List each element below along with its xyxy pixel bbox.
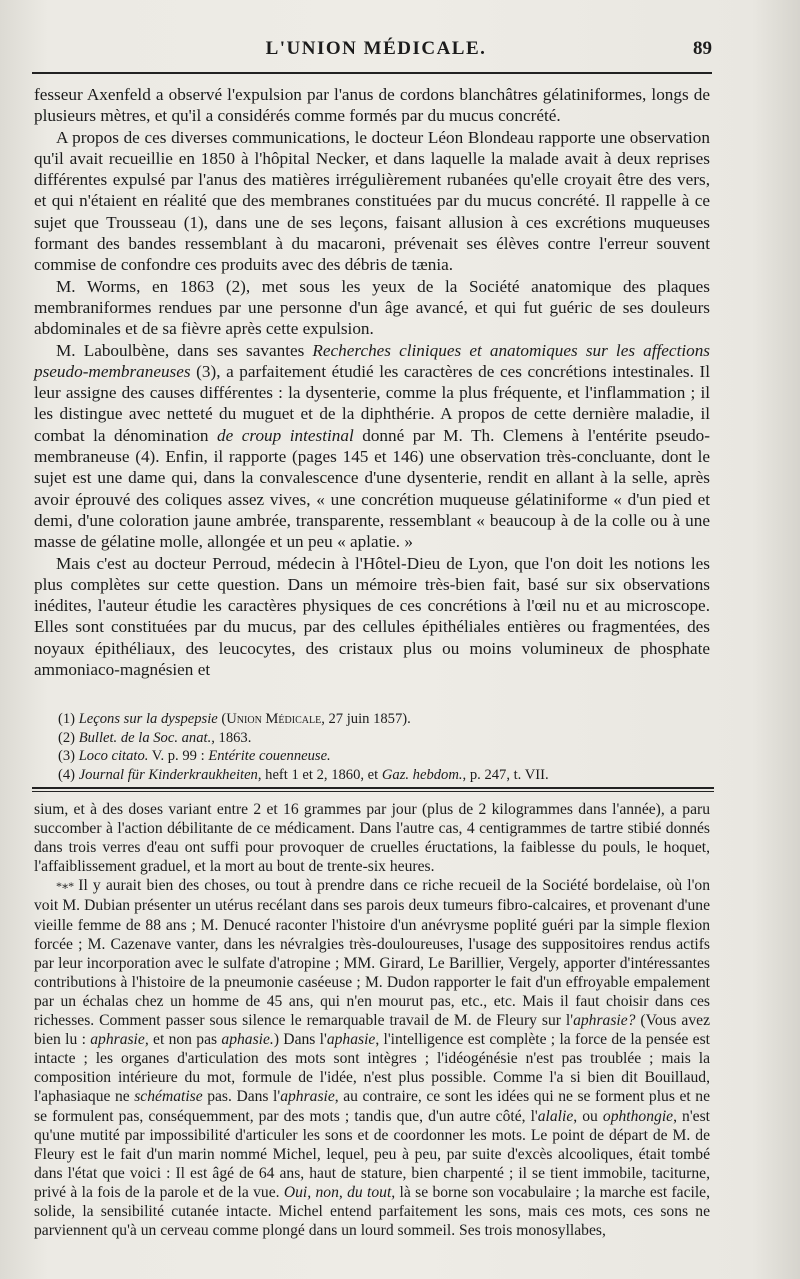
footnote-title: Journal für Kinderkraukheiten <box>78 766 258 783</box>
asterism: *∗* <box>56 879 74 894</box>
paragraph: M. Worms, en 1863 (2), met sous les yeux de la Société anatomique des plaques membraniformes rendues par une personne d'un âge avancé, et qui fut guéric de ses douleurs abdominales et de sa fièvre après cette expulsion. <box>34 276 710 339</box>
header-rule <box>32 72 712 74</box>
text-run: , ou <box>573 1107 603 1125</box>
footnote-text: , 1863. <box>211 729 252 746</box>
footnote-text: ( <box>217 711 227 727</box>
paragraph: A propos de ces diverses communications, le docteur Léon Blondeau rapporte une observation qu'il avait recueillie en 1850 à l'hôpital Necker, et dans laquelle la malade avait à deux reprises différentes expulsé par l'anus des matières irrégulièrement rubanées qu'elle croyait être des vers, et qui n'étaient en réalité que des membranes constituées par du mucus concrété. Il rappelle à ce sujet que Trousseau (1), dans une de ses leçons, faisant allusion à ces excrétions muqueuses formant des bandes ressemblant à du macaroni, prévenait ses élèves contre l'erreur souvent commise de confondre ces produits avec des débris de tænia. <box>34 127 710 275</box>
footnotes <box>58 710 718 784</box>
footnote-title: Gaz. hebdom. <box>381 766 463 783</box>
text-run: M. Laboulbène, dans ses savantes <box>56 340 313 360</box>
lower-text-block <box>34 800 710 1240</box>
text-run: , n'est qu'une mutité par impossibilité d'articuler les sons et de coordonner les mots. Le point de départ de M. de Fleury est le fait d'un marin nommé Michel, lequel, peu à peu, par suite d'excès alcooliques, était tombé dans l'état que voici : Il est âgé de 64 ans, haut de stature, bien charpenté ; il se tient immobile, taciturne, privé à la fois de la parole et de la vue. <box>34 1107 710 1201</box>
text-run: ) Dans l' <box>273 1031 327 1049</box>
footnote-number: (2) <box>58 729 76 746</box>
section-divider <box>32 787 714 789</box>
text-run: donné par M. Th. Clemens à l'entérite pseudo-membraneuse (4). Enfin, il rapporte (pages 145 et 146) une observation très-concluante, dont le sujet est une dame qui, dans la convalescence d'une dysenterie, rendit en allant à la selle, après avoir éprouvé des coliques assez vives, « une concrétion muqueuse gélatiniforme « d'un pied et demi, d'une coloration jaune ambrée, transparente, ressemblant « beaucoup à de la colle ou à une masse de gélatine molle, allongée et un peu « aplatie. » <box>34 425 711 552</box>
upper-text-block <box>34 84 710 680</box>
section-divider <box>32 791 714 792</box>
footnote-4 <box>58 766 718 785</box>
italic-term: aphasie. <box>221 1031 274 1049</box>
italic-term: Oui, non, du tout, <box>283 1183 396 1201</box>
paragraph <box>34 340 710 553</box>
paragraph <box>34 876 710 1240</box>
footnote-title: Loco citato. <box>78 748 149 765</box>
footnote-2 <box>58 729 718 748</box>
text-run: (Vous avez bien lu : <box>34 1012 710 1049</box>
footnote-journal: Union Médicale <box>226 711 322 727</box>
footnote-number: (1) <box>58 711 76 727</box>
text-run: , au contraire, ce sont les idées qui ne se forment plus et ne se formulent pas, conséquemment, par des mots ; tandis que, d'un autre côté, l' <box>34 1088 710 1125</box>
paragraph: fesseur Axenfeld a observé l'expulsion par l'anus de cordons blanchâtres gélatiniformes, longs de plusieurs mètres, et qu'il a considérés comme formés par du mucus concrété. <box>34 85 710 126</box>
footnote-title: Leçons sur la dyspepsie <box>78 711 218 727</box>
italic-term: schématise <box>134 1088 203 1106</box>
text-run: et non pas <box>148 1031 222 1049</box>
italic-term: aphrasie <box>280 1088 335 1106</box>
italic-term: alalie <box>537 1107 574 1125</box>
italic-term: aphrasie, <box>90 1031 149 1049</box>
italic-term: aphrasie? <box>573 1012 636 1030</box>
footnote-number: (3) <box>58 748 76 765</box>
footnote-3 <box>58 747 718 766</box>
text-run: (3), a parfaitement étudié les caractères de ces concrétions intestinales. Il leur assigne des causes différentes : la dysenterie, comme la plus fréquente, et l'inflammation ; il les distingue avec netteté du muguet et de la diphthérie. A propos de cette dernière maladie, il combat la dénomination <box>34 361 710 445</box>
text-run: pas. Dans l' <box>202 1088 281 1106</box>
italic-term: de croup intestinal <box>217 425 354 445</box>
footnote-text: , heft 1 et 2, 1860, et <box>257 766 382 783</box>
page-number: 89 <box>693 38 712 59</box>
footnote-title: Bullet. de la Soc. anat. <box>78 729 212 746</box>
footnote-text: , p. 247, t. VII. <box>462 766 549 783</box>
text-run: Il y aurait bien des choses, ou tout à prendre dans ce riche recueil de la Société bordelaise, où l'on voit M. Dubian présenter un utérus recélant dans ses parois deux tumeurs fibro-calcaires, et provenant d'une vieille femme de 88 ans ; M. Denucé raconter l'histoire d'un anévrysme poplité guéri par la simple flexion forcée ; M. Cazenave vanter, dans les névralgies très-douloureuses, l'usage des suppositoires rendus actifs par leur incorporation avec le sulfate d'atropine ; MM. Girard, Le Barillier, Vergely, apporter d'intéressantes contributions à l'histoire de la pneumonie caséeuse ; M. Dudon rapporter le fait d'un effroyable empalement par un échalas chez un homme de 45 ans, qui n'en mourut pas, etc., etc. Mais il faut choisir dans ces richesses. Comment passer sous silence le remarquable travail de M. de Fleury sur l' <box>34 877 710 1030</box>
paragraph: Mais c'est au docteur Perroud, médecin à l'Hôtel-Dieu de Lyon, que l'on doit les notions les plus complètes sur cette question. Dans un mémoire très-bien fait, basé sur six observations inédites, l'auteur étudie les caractères physiques de ces concrétions à l'œil nu et au microscope. Elles sont constituées par du mucus, par des cellules épithéliales entières ou fragmentées, des noyaux épithéliaux, des leucocytes, des cristaux plus ou moins volumineux de phosphate ammoniaco-magnésien et <box>34 553 710 680</box>
italic-term: ophthongie <box>602 1107 674 1125</box>
italic-title: Recherches cliniques et anatomiques sur les affections pseudo-membraneuses <box>34 340 710 381</box>
page-header <box>40 38 712 64</box>
footnote-number: (4) <box>58 766 76 783</box>
footnote-text: , 27 juin 1857). <box>321 711 411 727</box>
paragraph: sium, et à des doses variant entre 2 et 16 grammes par jour (plus de 2 kilogrammes dans l'année), a paru succomber à l'action débilitante de ce médicament. Dans l'autre cas, 4 centigrammes de tartre stibié donnés dans trois verres d'eau ont suffi pour provoquer de cruelles éructations, la faiblesse du pouls, le hoquet, l'affaiblissement graduel, et la mort au bout de trente-six heures. <box>34 801 710 876</box>
text-run: , l'intelligence est complète ; la force de la pensée est intacte ; les organes d'articulation des mots sont intègres ; l'idéogénésie n'est pas troublée ; mais la composition intérieure du mot, formule de l'idée, n'est plus possible. Comme l'a si bien dit Bouillaud, l'aphasiaque ne <box>34 1031 710 1106</box>
italic-term: aphasie <box>326 1031 376 1049</box>
running-title: L'UNION MÉDICALE. <box>265 38 487 59</box>
footnote-text: V. p. 99 : <box>148 748 209 765</box>
footnote-1 <box>58 710 718 729</box>
footnote-title: Entérite couenneuse. <box>208 748 331 765</box>
text-run: là se borne son vocabulaire ; la marche est facile, solide, la sensibilité cutanée intacte. Michel entend parfaitement les sons, mais ces mots, ces sons ne parviennent qu'à un cerveau comme plongé dans un lourd sommeil. Ses trois monosyllabes, <box>34 1183 711 1240</box>
